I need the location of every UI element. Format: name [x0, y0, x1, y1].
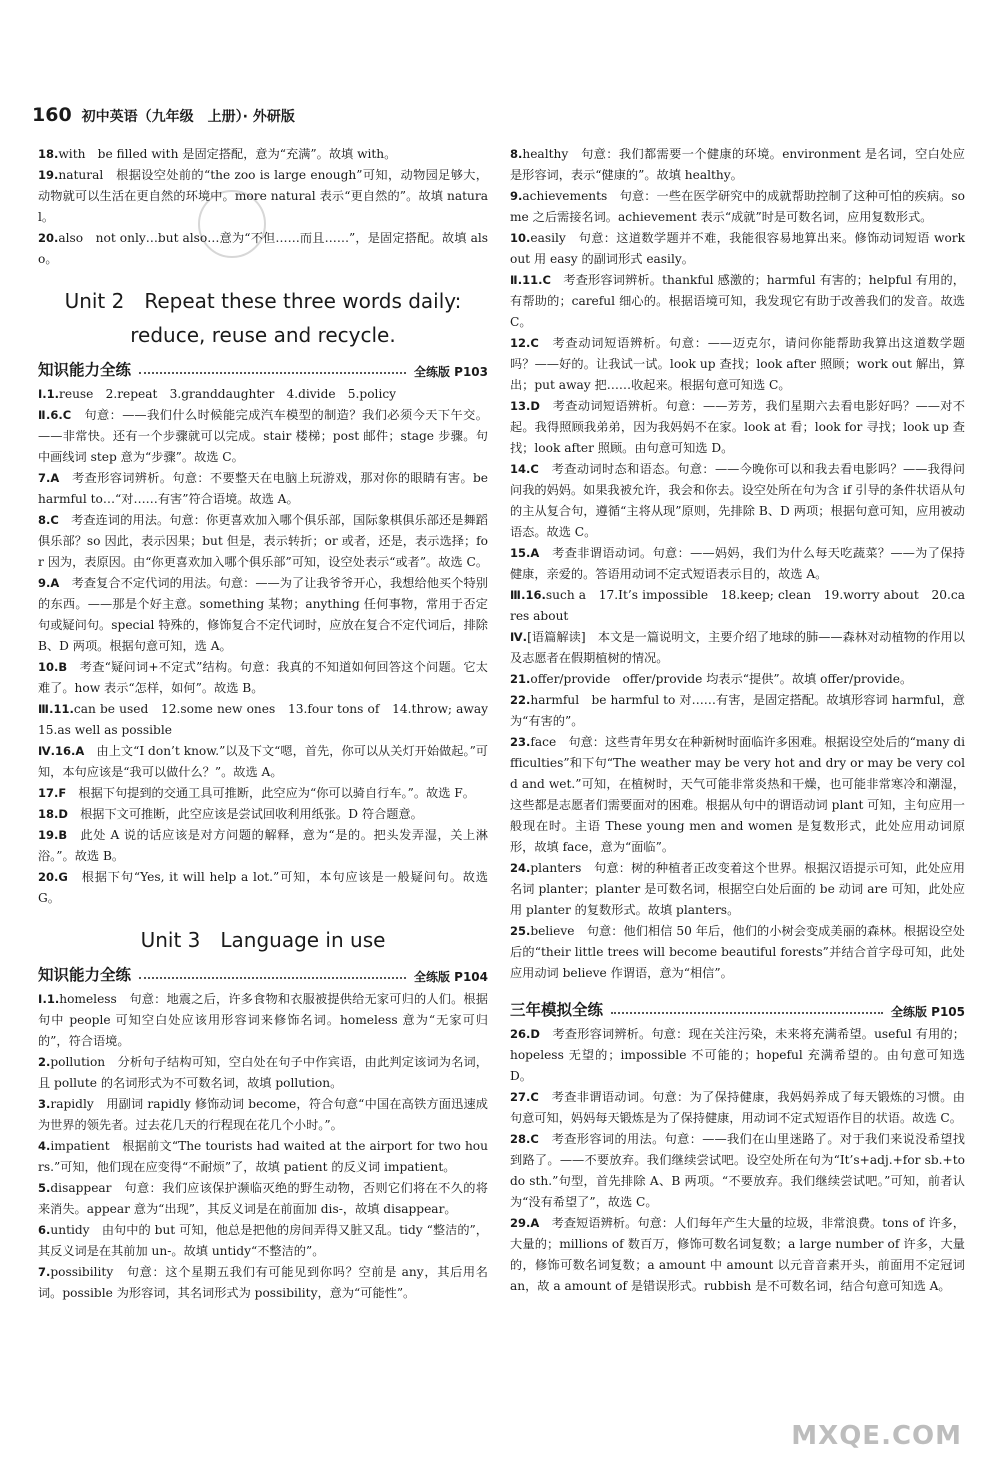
answer-list-unit3-cont	[510, 144, 965, 984]
answer-item	[38, 468, 488, 510]
unit2-section-header	[38, 354, 488, 380]
answer-item	[510, 459, 965, 543]
answer-item	[38, 1262, 488, 1304]
answer-item	[38, 144, 488, 165]
answer-item	[510, 333, 965, 396]
answer-item	[510, 396, 965, 459]
answer-item	[510, 858, 965, 921]
answer-text: natural 根据设空处前的“the zoo is large enough”可知，动物园足够大，动物就可以生活在更自然的环境中。more natural 表示“更自然的”。故填 natural。	[38, 168, 488, 224]
answer-text: 考查形容词辨析。句意：不要整天在电脑上玩游戏，那对你的眼睛有害。be harmful to…“对……有害”符合语境。故选 A。	[38, 471, 488, 506]
answer-list-unit1-tail	[38, 144, 488, 270]
answer-number: Ⅳ.	[510, 630, 528, 644]
answer-text: 考查动词时态和语态。句意：——今晚你可以和我去看电影吗？——我得问问我的妈妈。如果我被允许，我会和你去。设空处所在句为含 if 引导的条件状语从句的主从复合句，遵循“主将从现”原则，先排除 B、D 两项；根据句意可知，应用被动语态。故选 C。	[510, 462, 965, 539]
answer-item	[38, 510, 488, 573]
answer-number: 24.	[510, 861, 531, 875]
answer-text: 考查形容词的用法。句意：——我们在山里迷路了。对于我们来说没希望找到路了。——不要放弃。我们继续尝试吧。设空处所在句为“It’s+adj.+for sb.+to do sth.”句型，首先排除 A、B 两项。“不要放弃。我们继续尝试吧。”可知，前者认为“没有希望了”，故选 C。	[510, 1132, 965, 1209]
section-title: 三年模拟全练	[510, 1001, 604, 1019]
answer-item	[38, 657, 488, 699]
answer-text: homeless 句意：地震之后，许多食物和衣服被提供给无家可归的人们。根据句中 people 可知空白处应该用形容词来修饰名词。homeless 意为“无家可归的”，符合语境。	[38, 992, 488, 1048]
answer-item	[510, 543, 965, 585]
answer-number: 26.D	[510, 1027, 540, 1041]
answer-number: 4.	[38, 1139, 51, 1153]
sanian-section-header	[510, 994, 965, 1020]
unit3-title: Unit 3 Language in use	[140, 928, 386, 952]
answer-number: 25.	[510, 924, 531, 938]
answer-number: 28.C	[510, 1132, 539, 1146]
answer-text: planters 句意：树的种植者正改变着这个世界。根据汉语提示可知，此处应用名词 planter；planter 是可数名词，根据空白处后面的 be 动词 are 可知，此处应用 planter 的复数形式。故填 planters。	[510, 861, 965, 917]
dotted-leader	[139, 977, 406, 979]
answer-number: 5.	[38, 1181, 51, 1195]
answer-item	[510, 270, 965, 333]
answer-text: easily 句意：这道数学题并不难，我能很容易地算出来。修饰动词短语 work out 用 easy 的副词形式 easily。	[510, 231, 965, 266]
answer-item	[510, 627, 965, 669]
section-title: 知识能力全练	[38, 361, 132, 379]
answer-number: 7.A	[38, 471, 60, 485]
answer-text: face 句意：这些青年男女在种新树时面临许多困难。根据设空处后的“many difficulties”和下句“The weather may be very hot and dry or may be very cold and wet.”可知，在植树时，天气可能非常炎热和干燥，也可能非常寒冷和潮湿，这些都是志愿者们需要面对的困难。根据从句中的谓语动词 plant 可知，主句应用一般现在时。主语 These young men and women 是复数形式，此处应用动词原形，故填 face，意为“面临”。	[510, 735, 965, 854]
answer-text: 考查形容词辨析。句意：现在关注污染，未来将充满希望。useful 有用的；hopeless 无望的；impossible 不可能的；hopeful 充满希望的。由句意可知选 D。	[510, 1027, 965, 1083]
answer-item	[38, 573, 488, 657]
answer-number: 8.C	[38, 513, 59, 527]
answer-item	[38, 384, 488, 405]
answer-number: 10.B	[38, 660, 68, 674]
answer-text: 根据下句“Yes, it will help a lot.”可知，本句应该是一般疑问句。故选 G。	[38, 870, 488, 905]
answer-text: 由上文“I don’t know.”以及下文“嗯，首先，你可以从关灯开始做起。”可知，本句应该是“我可以做什么？”。故选 A。	[38, 744, 488, 779]
answer-number: 3.	[38, 1097, 51, 1111]
book-title: 初中英语（九年级 上册）· 外研版	[81, 109, 295, 125]
left-column	[38, 144, 501, 1304]
answer-number: 19.B	[38, 828, 68, 842]
answer-number: 14.C	[510, 462, 539, 476]
answer-number: 15.A	[510, 546, 540, 560]
answer-item	[510, 144, 965, 186]
answer-text: 句意：——我们什么时候能完成汽车模型的制造？我们必须今天下午交。——非常快。还有一个步骤就可以完成。stair 楼梯；post 邮件；stage 步骤。句中画线词 step 意为“步骤”。故选 C。	[38, 408, 488, 464]
answer-text: possibility 句意：这个星期五我们有可能见到你吗？空前是 any，其后用名词。possible 为形容词，其名词形式为 possibility，意为“可能性”。	[38, 1265, 488, 1300]
answer-item	[510, 1213, 965, 1297]
answer-text: can be used 12.some new ones 13.four tons of 14.throw; away 15.as well as possible	[38, 702, 501, 737]
answer-text: 考查连词的用法。句意：你更喜欢加入哪个俱乐部，国际象棋俱乐部还是舞蹈俱乐部？so 因此，表示因果；but 但是，表示转折；or 或者，还是，表示选择；for 因为，表原因。由“你更喜欢加入哪个俱乐部”可知，设空处表示“或者”。故选 C。	[38, 513, 489, 569]
answer-number: Ⅳ.16.A	[38, 744, 85, 758]
answer-text: untidy 由句中的 but 可知，他总是把他的房间弄得又脏又乱。tidy “整洁的”，其反义词是在其前加 un-。故填 untidy“不整洁的”。	[38, 1223, 488, 1258]
answer-item	[38, 825, 488, 867]
answer-number: 18.D	[38, 807, 68, 821]
answer-text: 考查短语辨析。句意：人们每年产生大量的垃圾，非常浪费。tons of 许多，大量的；millions of 数百万，修饰可数名词复数；a large number of 许多，大量的，修饰可数名词复数；a amount 中 amount 以元音音素开头，前面用不定冠词 an，故 a amount of 是错误形式。rubbish 是不可数名词，结合句意可知选 A。	[510, 1216, 965, 1293]
answer-number: 12.C	[510, 336, 539, 350]
answer-number: 13.D	[510, 399, 540, 413]
answer-text: pollution 分析句子结构可知，空白处在句子中作宾语，由此判定该词为名词，且 pollute 的名词形式为不可数名词，故填 pollution。	[38, 1055, 488, 1090]
answer-text: harmful be harmful to 对……有害，是固定搭配。故填形容词 harmful，意为“有害的”。	[510, 693, 965, 728]
answer-text: 考查形容词辨析。thankful 感激的；harmful 有害的；helpful 有用的，有帮助的；careful 细心的。根据语境可知，我发现它有助于改善我们的发音。故选 C。	[510, 273, 965, 329]
answer-text: offer/provide offer/provide 均表示“提供”。故填 offer/provide。	[530, 672, 913, 686]
answer-text: such a 17.It’s impossible 18.keep; clean 19.worry about 20.cares about	[510, 588, 965, 623]
answer-item	[38, 1052, 488, 1094]
answer-text: 考查“疑问词+不定式”结构。句意：我真的不知道如何回答这个问题。它太难了。how 表示“怎样，如何”。故选 B。	[38, 660, 488, 695]
answer-item	[38, 989, 488, 1052]
answer-number: 8.	[510, 147, 523, 161]
answer-number: 23.	[510, 735, 531, 749]
answer-item	[38, 1220, 488, 1262]
answer-item	[38, 1178, 488, 1220]
answer-number: Ⅱ.11.C	[510, 273, 551, 287]
dotted-leader	[139, 372, 406, 374]
answer-number: 18.	[38, 147, 59, 161]
answer-item	[510, 732, 965, 858]
answer-number: 19.	[38, 168, 59, 182]
answer-number: 20.	[38, 231, 59, 245]
answer-item	[38, 405, 488, 468]
answer-item	[510, 669, 965, 690]
answer-text: 根据下文可推断，此空应该是尝试回收利用纸张。D 符合题意。	[67, 807, 423, 821]
answer-item	[38, 741, 488, 783]
answer-number: Ⅲ.11.	[38, 702, 74, 716]
answer-item	[38, 1136, 488, 1178]
unit2-title-line1: Unit 2 Repeat these three words daily:	[64, 289, 462, 313]
answer-number: 29.A	[510, 1216, 540, 1230]
answer-item	[38, 165, 488, 228]
dotted-leader	[611, 1012, 883, 1014]
answer-item	[510, 690, 965, 732]
answer-text: also not only…but also…意为“不但……而且……”，是固定搭配。故填 also。	[38, 231, 488, 266]
answer-item	[38, 804, 488, 825]
answer-item	[510, 228, 965, 270]
answer-text: 根据下句提到的交通工具可推断，此空应为“你可以骑自行车。”。故选 F。	[66, 786, 475, 800]
answer-item	[38, 228, 488, 270]
answer-item	[38, 1094, 488, 1136]
answer-item	[510, 1024, 965, 1087]
answer-number: Ⅲ.16.	[510, 588, 546, 602]
section-title: 知识能力全练	[38, 966, 132, 984]
answer-number: Ⅰ.1.	[38, 992, 60, 1006]
answer-number: 21.	[510, 672, 531, 686]
answer-number: Ⅱ.6.C	[38, 408, 72, 422]
answer-text: 考查非谓语动词。句意：——妈妈，我们为什么每天吃蔬菜？——为了保持健康，亲爱的。答语用动词不定式短语表示目的，故选 A。	[510, 546, 965, 581]
answer-text: disappear 句意：我们应该保护濒临灭绝的野生动物，否则它们将在不久的将来消失。appear 意为“出现”，其反义词是在前面加 dis-，故填 disappear。	[38, 1181, 488, 1216]
page-number: 160	[32, 104, 72, 126]
answer-list-unit3	[38, 989, 488, 1304]
answer-item	[38, 699, 501, 741]
answer-number: 10.	[510, 231, 531, 245]
answer-number: 9.	[510, 189, 523, 203]
answer-text: 考查动词短语辨析。句意：——芳芳，我们星期六去看电影好吗？——对不起。我得照顾我弟弟，因为我妈妈不在家。look at 看；look for 寻找；look up 查找；look after 照顾。由句意可知选 D。	[510, 399, 965, 455]
answer-text: rapidly 用副词 rapidly 修饰动词 become，符合句意“中国在高铁方面迅速成为世界的领先者。过去花几天的行程现在花几个小时。”。	[38, 1097, 488, 1132]
answer-text: 此处 A 说的话应该是对方问题的解释，意为“是的。把头发弄湿，关上淋浴。”。故选 B。	[38, 828, 488, 863]
answer-item	[510, 1087, 965, 1129]
unit3-section-header	[38, 959, 488, 985]
answer-number: 9.A	[38, 576, 60, 590]
answer-text: believe 句意：他们相信 50 年后，他们的小树会变成美丽的森林。根据设空处后的“their little trees will become beautiful forests”并结合首字母可知，此处应用动词 believe 作谓语，意为“相信”。	[510, 924, 965, 980]
answer-list-unit2	[38, 384, 501, 909]
answer-item	[510, 585, 965, 627]
page-header	[32, 104, 295, 126]
section-ref: 全练版 P103	[413, 365, 488, 379]
answer-item	[38, 783, 488, 804]
answer-number: 6.	[38, 1223, 51, 1237]
answer-item	[38, 867, 488, 909]
answer-number: 27.C	[510, 1090, 539, 1104]
answer-number: 7.	[38, 1265, 51, 1279]
answer-number: 17.F	[38, 786, 67, 800]
answer-number: 22.	[510, 693, 531, 707]
answer-text: 考查非谓语动词。句意：为了保持健康，我妈妈养成了每天锻炼的习惯。由句意可知，妈妈每天锻炼是为了保持健康，用动词不定式短语作目的状语。故选 C。	[510, 1090, 965, 1125]
answer-item	[510, 186, 965, 228]
unit2-title-line2: reduce, reuse and recycle.	[130, 323, 396, 347]
answer-number: 20.G	[38, 870, 68, 884]
answer-item	[510, 921, 965, 984]
answer-text: healthy 句意：我们都需要一个健康的环境。environment 是名词，空白处应是形容词，表示“健康的”。故填 healthy。	[510, 147, 965, 182]
answer-text: 考查复合不定代词的用法。句意：——为了让我爷爷开心，我想给他买个特别的东西。——那是个好主意。something 某物；anything 任何事物，常用于否定句或疑问句。special 特殊的，修饰复合不定代词时，应放在复合不定代词后，排除 B、D 两项。根据句意可知，选 A。	[38, 576, 488, 653]
watermark-text: MXQE.COM	[791, 1421, 962, 1451]
section-ref: 全练版 P104	[413, 970, 488, 984]
answer-number: Ⅰ.1.	[38, 387, 60, 401]
answer-text: 考查动词短语辨析。句意：——迈克尔，请问你能帮助我算出这道数学题吗？——好的。让我试一试。look up 查找；look after 照顾；work out 解出，算出；put away 把……收起来。根据句意可知选 C。	[510, 336, 965, 392]
answer-text: impatient 根据前文“The tourists had waited at the airport for two hours.”可知，他们现在应变得“不耐烦”了，故填 patient 的反义词 impatient。	[38, 1139, 488, 1174]
answer-text: reuse 2.repeat 3.granddaughter 4.divide 5.policy	[59, 387, 397, 401]
answer-text: [语篇解读] 本文是一篇说明文，主要介绍了地球的肺——森林对动植物的作用以及志愿者在假期植树的情况。	[510, 630, 965, 665]
answer-item	[510, 1129, 965, 1213]
answer-text: with be filled with 是固定搭配，意为“充满”。故填 with。	[58, 147, 397, 161]
answer-number: 2.	[38, 1055, 51, 1069]
section-ref: 全练版 P105	[890, 1005, 965, 1019]
right-column	[510, 144, 965, 1297]
answer-list-sanian	[510, 1024, 965, 1297]
answer-text: achievements 句意：一些在医学研究中的成就帮助控制了这种可怕的疾病。some 之后需接名词。achievement 表示“成就”时是可数名词，应用复数形式。	[510, 189, 965, 224]
